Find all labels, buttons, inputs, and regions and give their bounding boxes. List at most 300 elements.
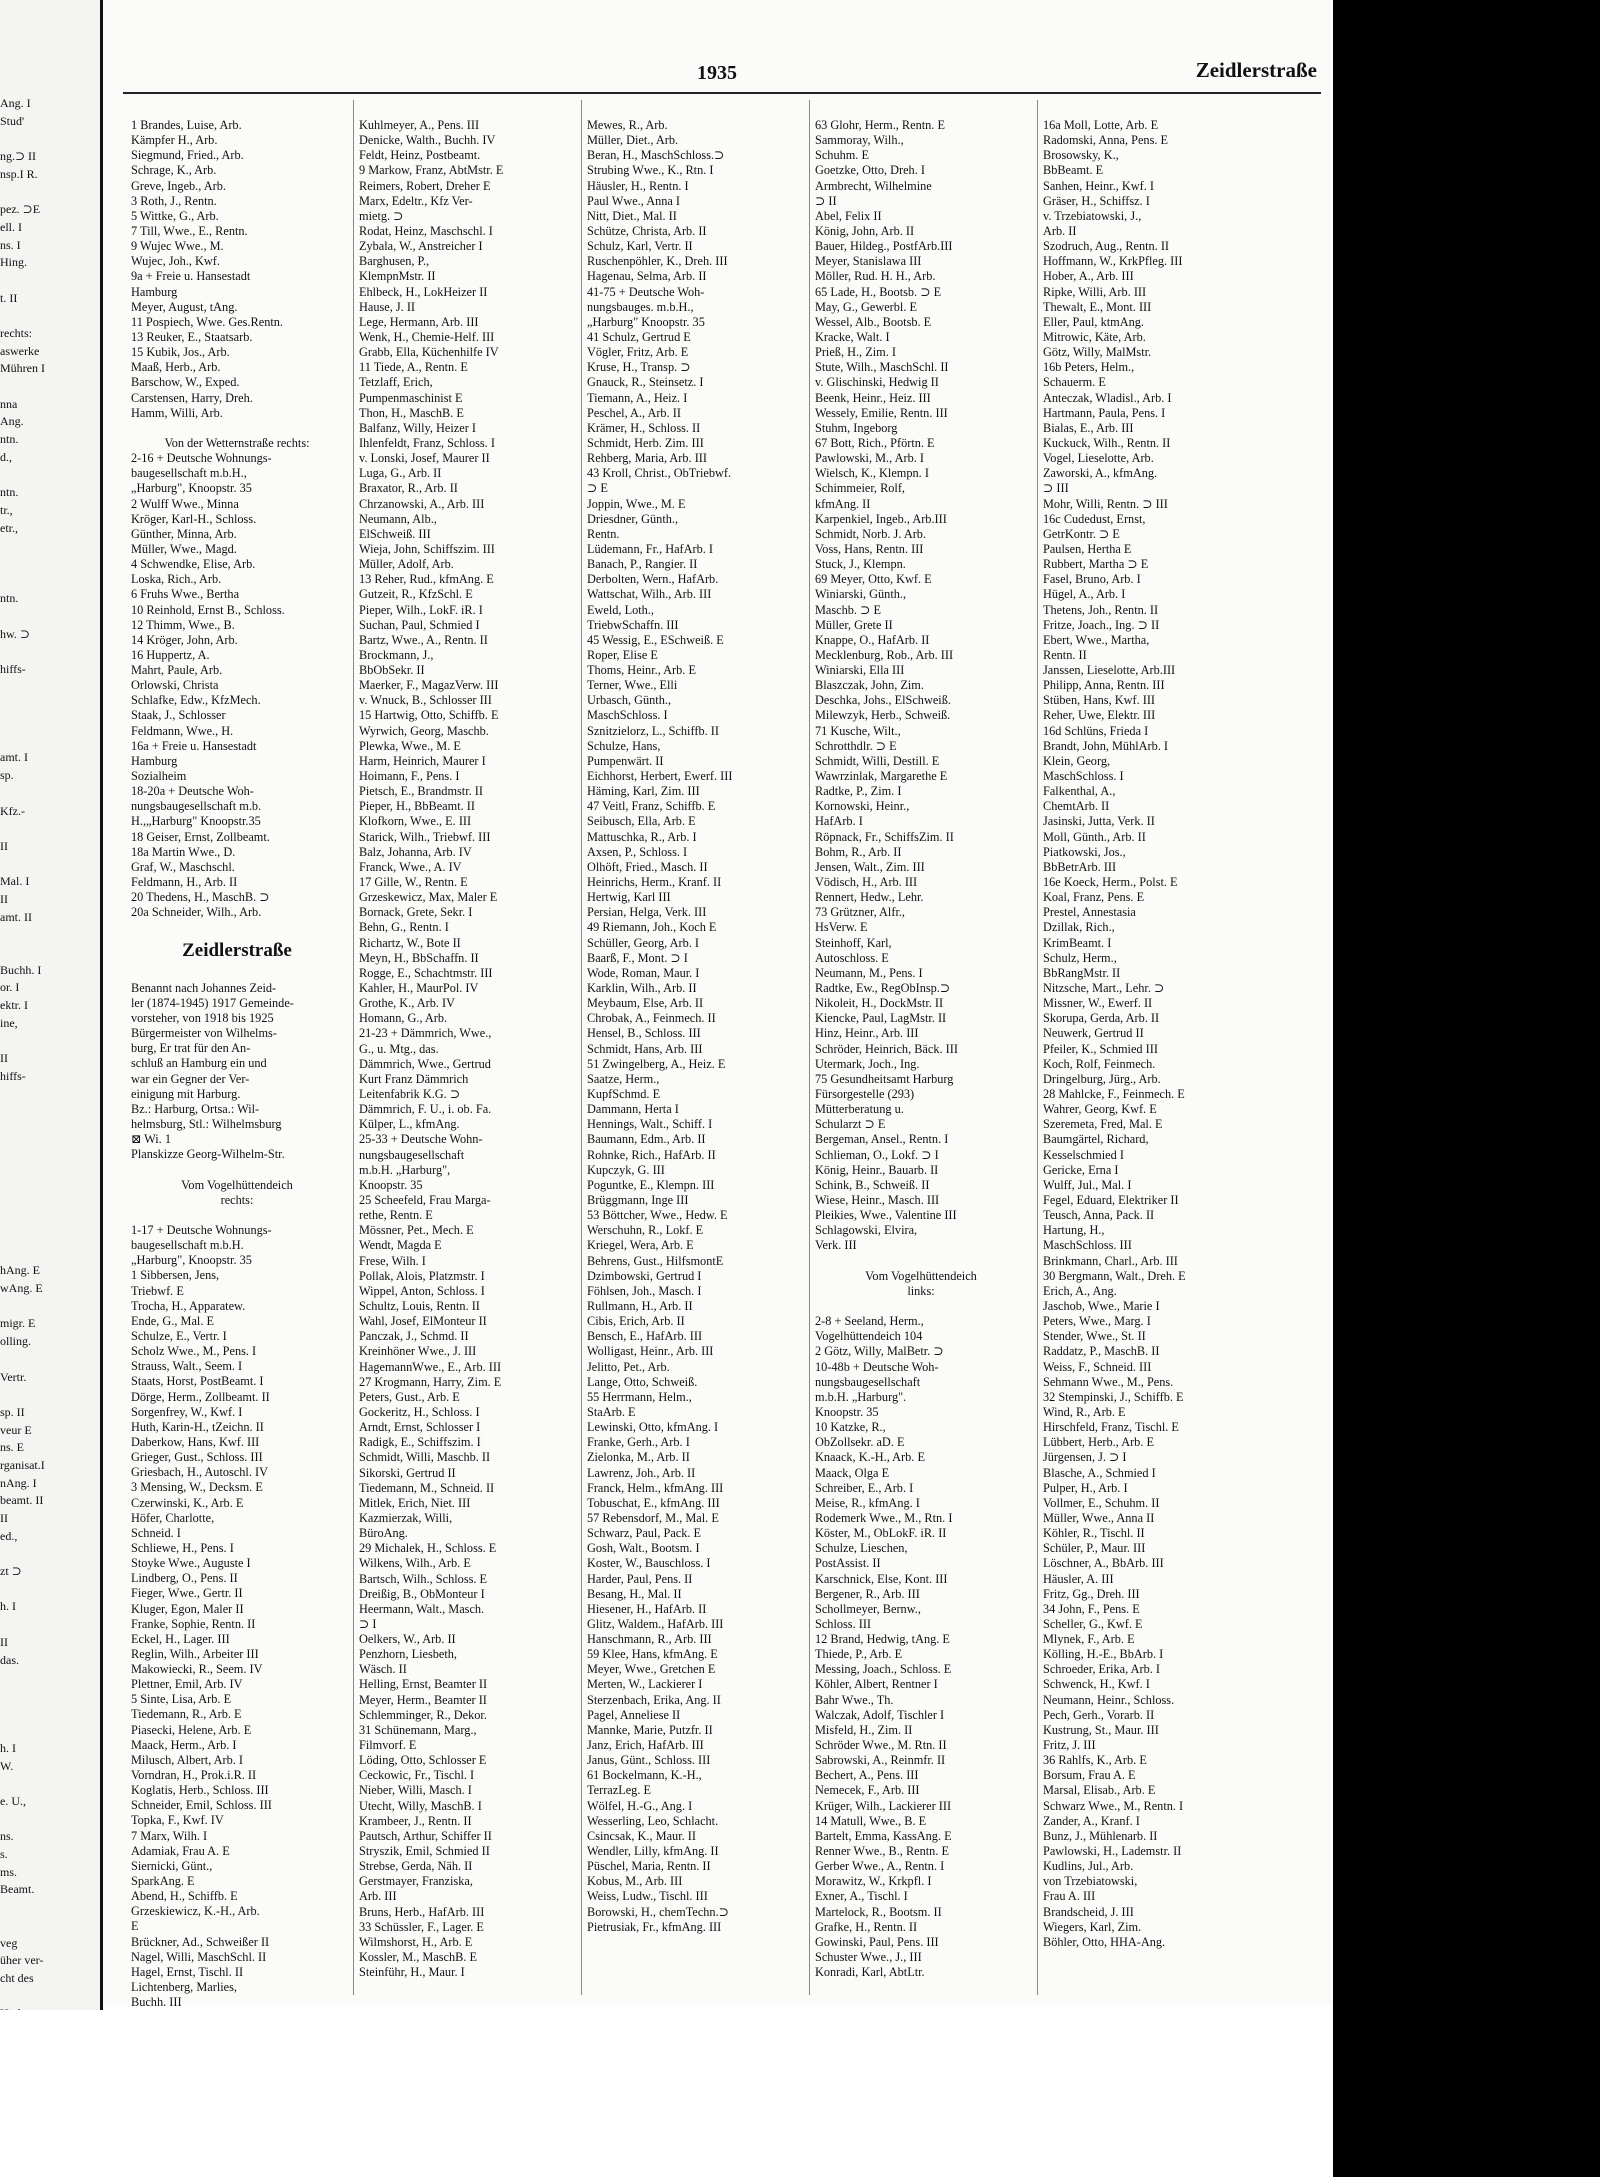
- directory-entry: 55 Herrmann, Helm.,: [587, 1389, 692, 1404]
- left-strip-line: [0, 643, 98, 661]
- directory-entry: Karklin, Wilh., Arb. II: [587, 981, 697, 996]
- directory-entry: Kuhlmeyer, A., Pens. III: [359, 118, 480, 132]
- directory-entry: nungsbaugesellschaft: [359, 1147, 465, 1162]
- directory-entry: Pagel, Anneliese II: [587, 1707, 681, 1722]
- directory-entry: 10-48b + Deutsche Woh-: [815, 1359, 939, 1374]
- directory-entry: 73 Grützner, Alfr.,: [815, 905, 906, 920]
- directory-entry: 13 Reher, Rud., kfmAng. E: [359, 572, 494, 587]
- directory-entry: Mewes, R., Arb.: [587, 118, 668, 132]
- directory-entry: einigung mit Harburg.: [131, 1086, 241, 1101]
- directory-entry: Hause, J. II: [359, 299, 416, 314]
- left-strip-line: [0, 1722, 98, 1740]
- directory-entry: Lewinski, Otto, kfmAng. I: [587, 1420, 719, 1435]
- directory-entry: rethe, Rentn. E: [359, 1208, 433, 1223]
- directory-entry: Ripke, Willi, Arb. III: [1043, 284, 1147, 299]
- directory-entry: Olhöft, Fried., Masch. II: [587, 859, 708, 874]
- directory-entry: Müller, Wwe., Anna II: [1043, 1510, 1155, 1525]
- column-divider: [581, 100, 582, 1995]
- directory-entry: HafArb. I: [815, 814, 863, 829]
- directory-entry: Köhler, R., Tischl. II: [1043, 1526, 1145, 1541]
- directory-entry: Exner, A., Tischl. I: [815, 1889, 908, 1904]
- directory-entry: Schneid. I: [131, 1525, 181, 1540]
- left-strip-line: [0, 1775, 98, 1793]
- directory-entry: Wäsch. II: [359, 1662, 407, 1677]
- directory-entry: Föhlsen, Joh., Masch. I: [587, 1283, 702, 1298]
- directory-entry: Janz, Erich, HafArb. III: [587, 1738, 704, 1753]
- directory-entry: E: [131, 1919, 139, 1934]
- directory-entry: 57 Rebensdorf, M., Mal. E: [587, 1510, 719, 1525]
- directory-entry: Homann, G., Arb.: [359, 1011, 448, 1026]
- directory-entry: Strauss, Walt., Seem. I: [131, 1359, 243, 1374]
- left-strip-line: d.,: [0, 449, 12, 464]
- directory-entry: 69 Meyer, Otto, Kwf. E: [815, 572, 932, 587]
- left-strip-line: hAng. E: [0, 1263, 40, 1278]
- left-strip-line: [0, 696, 98, 714]
- directory-entry: Hennings, Walt., Schiff. I: [587, 1117, 713, 1132]
- directory-entry: 10 Katzke, R.,: [815, 1420, 886, 1435]
- directory-entry: Stute, Wilh., MaschSchl. II: [815, 360, 949, 375]
- directory-entry: Brosowsky, K.,: [1043, 148, 1119, 163]
- directory-entry: Strebse, Gerda, Näh. II: [359, 1859, 473, 1874]
- directory-entry: Brüggmann, Inge III: [587, 1192, 689, 1207]
- directory-entry: Müller, Grete II: [815, 617, 893, 632]
- directory-entry: Bergeman, Ansel., Rentn. I: [815, 1132, 949, 1147]
- directory-entry: 61 Bockelmann, K.-H.,: [587, 1768, 702, 1783]
- directory-entry: Zaworski, A., kfmAng.: [1043, 466, 1158, 481]
- directory-entry: HsVerw. E: [815, 920, 868, 935]
- directory-entry: Milusch, Albert, Arb. I: [131, 1752, 244, 1767]
- directory-entry: Hiesener, H., HafArb. II: [587, 1601, 707, 1616]
- directory-entry: Kesselschmied I: [1043, 1147, 1124, 1162]
- directory-entry: Cibis, Erich, Arb. II: [587, 1314, 685, 1329]
- directory-entry: Strubing Wwe., K., Rtn. I: [587, 163, 714, 178]
- directory-entry: Winiarski, Günth.,: [815, 587, 907, 602]
- directory-entry: 20 Thedens, H., MaschB. ⊃: [131, 890, 270, 905]
- directory-entry: Tiedemann, R., Arb. E: [131, 1707, 242, 1722]
- directory-entry: Armbrecht, Wilhelmine: [815, 178, 932, 193]
- directory-entry: Neuwerk, Gertrud II: [1043, 1026, 1144, 1041]
- directory-entry: Pumpenmaschinist E: [359, 390, 463, 405]
- running-head: Zeidlerstraße: [1195, 58, 1317, 82]
- directory-entry: Kracke, Walt. I: [815, 329, 890, 344]
- directory-entry: Sanhen, Heinr., Kwf. I: [1043, 178, 1154, 193]
- directory-entry: Balfanz, Willy, Heizer I: [359, 420, 476, 435]
- directory-entry: Poguntke, E., Klempn. III: [587, 1177, 715, 1192]
- directory-entry: 1 Sibbersen, Jens,: [131, 1268, 220, 1283]
- left-strip-line: das.: [0, 1652, 19, 1667]
- directory-entry: Behrens, Gust., HilfsmontE: [587, 1253, 724, 1268]
- directory-entry: baugesellschaft m.b.H.,: [131, 466, 247, 481]
- directory-entry: Borsum, Frau A. E: [1043, 1768, 1136, 1783]
- directory-entry: Stüben, Hans, Kwf. III: [1043, 693, 1156, 708]
- directory-entry: Pieper, Wilh., LokF. iR. I: [359, 602, 483, 617]
- left-strip-line: ektr. I: [0, 998, 28, 1013]
- directory-entry: 2-8 + Seeland, Herm.,: [815, 1314, 924, 1329]
- directory-entry: Siernicki, Günt.,: [131, 1858, 213, 1873]
- directory-entry: KupfSchmd. E: [587, 1087, 661, 1101]
- directory-entry: May, G., Gewerbl. E: [815, 299, 917, 314]
- directory-entry: Bartsch, Wilh., Schloss. E: [359, 1571, 488, 1586]
- directory-entry: Marx, Edeltr., Kfz Ver-: [359, 193, 473, 208]
- directory-entry: Csincsak, K., Maur. II: [587, 1828, 696, 1843]
- directory-entry: Knoopstr. 35: [359, 1177, 423, 1192]
- directory-entry: Schauerm. E: [1043, 375, 1106, 390]
- directory-entry: Bz.: Harburg, Ortsa.: Wil-: [131, 1101, 260, 1116]
- directory-entry: 47 Veitl, Franz, Schiffb. E: [587, 799, 716, 814]
- column-1: [131, 118, 343, 2010]
- left-strip-line: amt. II: [0, 909, 32, 924]
- left-strip-line: [0, 785, 98, 803]
- directory-entry: BbBetrArb. III: [1043, 859, 1117, 874]
- directory-entry: 3 Roth, J., Rentn.: [131, 193, 217, 208]
- left-strip-line: [0, 183, 98, 201]
- left-strip-line: [0, 1581, 98, 1599]
- directory-entry: HagemannWwe., E., Arb. III: [359, 1359, 502, 1374]
- directory-entry: Braxator, R., Arb. II: [359, 481, 458, 496]
- directory-entry: Schroeder, Erika, Arb. I: [1043, 1662, 1160, 1677]
- directory-entry: Panczak, J., Schmd. II: [359, 1329, 469, 1344]
- left-strip-line: Hing.: [0, 255, 27, 270]
- directory-entry: Schlemminger, R., Dekor.: [359, 1707, 487, 1722]
- directory-entry: Schneider, Emil, Schloss. III: [131, 1798, 272, 1813]
- directory-entry: Pietrusiak, Fr., kfmAng. III: [587, 1919, 722, 1934]
- left-strip-line: or. I: [0, 980, 20, 995]
- directory-entry: Häusler, A. III: [1043, 1571, 1114, 1586]
- directory-entry: 11 Tiede, A., Rentn. E: [359, 360, 468, 375]
- directory-entry: Wippel, Anton, Schloss. I: [359, 1283, 485, 1298]
- directory-entry: Trocha, H., Apparatew.: [131, 1298, 246, 1313]
- directory-entry: Schwarz, Paul, Pack. E: [587, 1526, 702, 1541]
- directory-entry: nungsbaugesellschaft: [815, 1374, 921, 1389]
- left-strip-line: [0, 820, 98, 838]
- left-strip-line: [0, 1174, 98, 1192]
- directory-entry: Schmidt, Norb. J. Arb.: [815, 526, 927, 541]
- directory-entry: Schwarz Wwe., M., Rentn. I: [1043, 1798, 1184, 1813]
- directory-entry: Stuhm, Ingeborg: [815, 420, 898, 435]
- left-strip-line: [0, 1298, 98, 1316]
- directory-entry: Teusch, Anna, Pack. II: [1043, 1208, 1155, 1223]
- left-strip-line: [0, 1121, 98, 1139]
- directory-entry: Konradi, Karl, AbtLtr.: [815, 1965, 925, 1980]
- directory-entry: TriebwSchaffn. III: [587, 617, 679, 632]
- directory-entry: Mohr, Willi, Rentn. ⊃ III: [1043, 496, 1168, 511]
- left-strip-line: [0, 732, 98, 750]
- left-strip-line: [0, 1687, 98, 1705]
- directory-entry: Wiese, Heinr., Masch. III: [815, 1192, 940, 1207]
- directory-entry: 75 Gesundheitsamt Harburg: [815, 1071, 954, 1086]
- directory-entry: Filmvorf. E: [359, 1738, 417, 1753]
- directory-entry: Helling, Ernst, Beamter II: [359, 1677, 488, 1692]
- directory-entry: Fegel, Eduard, Elektriker II: [1043, 1192, 1179, 1207]
- directory-entry: Ebert, Wwe., Martha,: [1043, 632, 1150, 647]
- directory-entry: Gräser, H., Schiffsz. I: [1043, 193, 1150, 208]
- directory-entry: Hirschfeld, Franz, Tischl. E: [1043, 1420, 1179, 1435]
- left-strip-line: [0, 1917, 98, 1935]
- directory-entry: Schliewe, H., Pens. I: [131, 1540, 234, 1555]
- directory-entry: KrimBeamt. I: [1043, 935, 1112, 950]
- directory-entry: Schröder, Heinrich, Bäck. III: [815, 1041, 958, 1056]
- directory-entry: Kossler, M., MaschB. E: [359, 1950, 478, 1965]
- directory-entry: Koster, W., Bauschloss. I: [587, 1556, 711, 1571]
- left-strip-line: [0, 1811, 98, 1829]
- directory-entry: Mössner, Pet., Mech. E: [359, 1223, 474, 1238]
- directory-entry: Krüger, Wilh., Lackierer III: [815, 1798, 952, 1813]
- directory-entry: 41 Schulz, Gertrud E: [587, 329, 691, 344]
- directory-entry: Rentn. II: [1043, 647, 1087, 662]
- directory-entry: helmsburg, Stl.: Wilhelmsburg: [131, 1117, 282, 1131]
- directory-entry: Grothe, K., Arb. IV: [359, 996, 455, 1011]
- left-strip-line: Ang.: [0, 414, 24, 429]
- left-strip-line: [0, 714, 98, 732]
- directory-entry: Nitt, Diet., Mal. II: [587, 208, 677, 223]
- directory-entry: Vom Vogelhüttendeich: [181, 1177, 293, 1192]
- directory-entry: Penzhorn, Liesbeth,: [359, 1647, 458, 1662]
- directory-entry: Pawlowski, H., Lademstr. II: [1043, 1844, 1182, 1859]
- left-strip-line: [0, 1032, 98, 1050]
- directory-entry: 17 Gille, W., Rentn. E: [359, 875, 468, 890]
- directory-entry: G., u. Mtg., das.: [359, 1041, 439, 1056]
- directory-entry: Pumpenwärt. II: [587, 753, 664, 768]
- directory-entry: Ihlenfeldt, Franz, Schloss. I: [359, 435, 495, 450]
- directory-entry: 16 Huppertz, A.: [131, 647, 210, 662]
- directory-entry: Roper, Elise E: [587, 647, 658, 662]
- directory-entry: Szeremeta, Fred, Mal. E: [1043, 1117, 1163, 1132]
- left-strip-line: [0, 926, 98, 944]
- directory-entry: Wujec, Joh., Kwf.: [131, 254, 220, 269]
- directory-entry: Lange, Otto, Schweiß.: [587, 1374, 698, 1389]
- directory-entry: 1-17 + Deutsche Wohnungs-: [131, 1222, 272, 1237]
- directory-entry: ⊃ E: [587, 481, 608, 496]
- directory-entry: Weiss, F., Schneid. III: [1043, 1359, 1152, 1374]
- directory-entry: Grzeskewicz, Max, Maler E: [359, 890, 498, 905]
- directory-entry: Brockmann, J.,: [359, 647, 434, 662]
- directory-entry: Günther, Minna, Arb.: [131, 526, 237, 541]
- directory-page: [103, 0, 1331, 2010]
- directory-entry: 2-16 + Deutsche Wohnungs-: [131, 451, 272, 466]
- directory-entry: Dzimbowski, Gertrud I: [587, 1268, 702, 1283]
- directory-entry: Dämmrich, F. U., i. ob. Fa.: [359, 1102, 492, 1117]
- directory-entry: Saatze, Herm.,: [587, 1071, 660, 1086]
- directory-entry: 25-33 + Deutsche Wohn-: [359, 1132, 483, 1147]
- directory-entry: Schulz, Herm.,: [1043, 950, 1117, 965]
- left-strip-line: [0, 679, 98, 697]
- directory-entry: Griesbach, H., Autoschl. IV: [131, 1465, 268, 1480]
- directory-entry: 3 Mensing, W., Decksm. E: [131, 1480, 263, 1495]
- left-strip-line: [0, 944, 98, 962]
- directory-entry: Pfeiler, K., Schmied III: [1043, 1041, 1158, 1056]
- directory-entry: Maerker, F., MagazVerw. III: [359, 678, 499, 693]
- directory-entry: Beenk, Heinr., Heiz. III: [815, 390, 931, 405]
- directory-entry: Steinführ, H., Maur. I: [359, 1965, 465, 1980]
- street-heading: Zeidlerstraße: [182, 939, 292, 961]
- directory-entry: Schuhm. E: [815, 148, 869, 163]
- directory-entry: Hamm, Willi, Arb.: [131, 405, 223, 420]
- directory-entry: Knaack, K.-H., Arb. E: [815, 1450, 925, 1465]
- directory-entry: Müller, Diet., Arb.: [587, 133, 679, 148]
- directory-entry: Schollmeyer, Bernw.,: [815, 1601, 921, 1616]
- directory-entry: Schloss. III: [815, 1616, 872, 1631]
- directory-entry: Vödisch, H., Arb. III: [815, 875, 918, 890]
- directory-entry: Steinhoff, Karl,: [815, 935, 892, 950]
- directory-entry: Wyrwich, Georg, Maschb.: [359, 723, 489, 738]
- directory-entry: Lindberg, O., Pens. II: [131, 1571, 238, 1586]
- directory-entry: Schulz, Karl, Vertr. II: [587, 239, 693, 254]
- left-strip-line: ntn.: [0, 591, 19, 606]
- left-strip-line: Ang. I: [0, 96, 31, 110]
- directory-entry: Kröger, Karl-H., Schloss.: [131, 511, 257, 526]
- directory-entry: Kudlins, Jul., Arb.: [1043, 1859, 1134, 1874]
- directory-entry: Nemecek, F., Arb. III: [815, 1783, 920, 1798]
- directory-entry: Meyer, August, tAng.: [131, 299, 238, 314]
- directory-entry: v. Wnuck, B., Schlosser III: [359, 693, 492, 708]
- directory-entry: Wieja, John, Schiffszim. III: [359, 541, 495, 556]
- directory-entry: 71 Kusche, Wilt.,: [815, 723, 901, 738]
- directory-entry: Abel, Felix II: [815, 208, 882, 223]
- directory-entry: v. Trzebiatowski, J.,: [1043, 208, 1142, 223]
- directory-entry: Fritz, Gg., Dreh. III: [1043, 1586, 1140, 1601]
- directory-entry: 5 Sinte, Lisa, Arb. E: [131, 1692, 232, 1707]
- directory-entry: 29 Michalek, H., Schloss. E: [359, 1541, 497, 1556]
- directory-entry: KlempnMstr. II: [359, 269, 436, 284]
- directory-entry: Wilmshorst, H., Arb. E: [359, 1934, 473, 1949]
- directory-entry: 18-20a + Deutsche Woh-: [131, 784, 254, 799]
- left-strip-line: veur E: [0, 1422, 32, 1437]
- directory-entry: Krambeer, J., Rentn. II: [359, 1813, 472, 1828]
- directory-entry: Frau A. III: [1043, 1889, 1096, 1904]
- directory-entry: ⊠ Wi. 1: [131, 1132, 171, 1147]
- directory-entry: Merten, W., Lackierer I: [587, 1677, 703, 1692]
- directory-entry: Derbolten, Wern., HafArb.: [587, 572, 719, 587]
- directory-entry: Knoopstr. 35: [815, 1404, 879, 1419]
- directory-entry: Mlynek, F., Arb. E: [1043, 1632, 1135, 1647]
- directory-entry: GetrKontr. ⊃ E: [1043, 526, 1120, 541]
- directory-entry: Dämmrich, Wwe., Gertrud: [359, 1056, 491, 1071]
- left-strip-line: ns.: [0, 1829, 14, 1844]
- directory-entry: Fasel, Bruno, Arb. I: [1043, 572, 1141, 587]
- directory-entry: Arndt, Ernst, Schlosser I: [359, 1420, 481, 1435]
- directory-entry: Plewka, Wwe., M. E: [359, 738, 461, 753]
- directory-entry: 36 Rahlfs, K., Arb. E: [1043, 1753, 1147, 1768]
- directory-entry: m.b.H. „Harburg".: [815, 1389, 907, 1404]
- directory-entry: Misfeld, H., Zim. II: [815, 1722, 913, 1737]
- directory-entry: Raddatz, P., MaschB. II: [1043, 1344, 1160, 1359]
- header-rule: [123, 92, 1321, 94]
- left-strip-line: Vertr.: [0, 1369, 27, 1384]
- directory-entry: Köster, M., ObLokF. iR. II: [815, 1526, 947, 1541]
- directory-entry: Winiarski, Ella III: [815, 663, 905, 678]
- left-strip-line: beamt. II: [0, 1493, 44, 1508]
- directory-entry: Denicke, Walth., Buchh. IV: [359, 133, 496, 148]
- directory-entry: Balz, Johanna, Arb. IV: [359, 844, 472, 859]
- directory-entry: Czerwinski, K., Arb. E: [131, 1495, 244, 1510]
- directory-entry: Schreiber, E., Arb. I: [815, 1480, 914, 1495]
- directory-entry: Lege, Hermann, Arb. III: [359, 314, 479, 329]
- directory-entry: Zielonka, M., Arb. II: [587, 1450, 690, 1465]
- directory-entry: Götz, Willy, MalMstr.: [1043, 345, 1152, 360]
- directory-entry: Paulsen, Hertha E: [1043, 541, 1132, 556]
- directory-entry: Joppin, Wwe., M. E: [587, 496, 686, 511]
- left-strip-line: Kfz.-: [0, 803, 25, 818]
- left-strip-line: [0, 272, 98, 290]
- directory-entry: 32 Stempinski, J., Schiffb. E: [1043, 1389, 1184, 1404]
- directory-entry: Maschb. ⊃ E: [815, 602, 881, 617]
- left-strip-line: rganisat.I: [0, 1457, 45, 1472]
- directory-entry: Kruse, H., Transp. ⊃: [587, 360, 691, 375]
- directory-entry: Abend, H., Schiffb. E: [131, 1889, 238, 1904]
- directory-entry: Klein, Georg,: [1043, 753, 1111, 768]
- directory-entry: Siegmund, Fried., Arb.: [131, 148, 244, 163]
- directory-entry: 14 Kröger, John, Arb.: [131, 632, 238, 647]
- directory-entry: Külper, L., kfmAng.: [359, 1117, 460, 1132]
- directory-entry: Goetzke, Otto, Dreh. I: [815, 163, 925, 178]
- directory-entry: Werschuhn, R., Lokf. E: [587, 1223, 704, 1238]
- directory-entry: Dammann, Herta I: [587, 1102, 679, 1117]
- left-strip-line: [0, 537, 98, 555]
- directory-entry: Bornack, Grete, Sekr. I: [359, 905, 473, 920]
- directory-entry: Blasche, A., Schmied I: [1043, 1465, 1156, 1480]
- directory-entry: Koglatis, Herb., Schloss. III: [131, 1783, 269, 1798]
- left-strip-line: ng.⊃ II: [0, 149, 37, 164]
- directory-entry: Meyn, H., BbSchaffn. II: [359, 950, 479, 965]
- directory-entry: Wind, R., Arb. E: [1043, 1404, 1126, 1419]
- directory-entry: Chrobak, A., Feinmech. II: [587, 1011, 716, 1026]
- directory-entry: Karpenkiel, Ingeb., Arb.III: [815, 511, 947, 526]
- directory-entry: Wawrzinlak, Margarethe E: [815, 769, 948, 784]
- directory-entry: BbObSekr. II: [359, 663, 425, 678]
- directory-entry: Driesdner, Günth.,: [587, 511, 679, 526]
- directory-entry: ElSchweiß. III: [359, 526, 431, 541]
- directory-entry: BüroAng.: [359, 1526, 408, 1541]
- directory-entry: Kurt Franz Dämmrich: [359, 1071, 469, 1086]
- left-strip-line: nAng. I: [0, 1475, 37, 1490]
- directory-entry: Harder, Paul, Pens. II: [587, 1571, 693, 1586]
- directory-entry: 53 Böttcher, Wwe., Hedw. E: [587, 1208, 728, 1223]
- column-3: [587, 118, 799, 1935]
- directory-entry: Jaschob, Wwe., Marie I: [1043, 1298, 1160, 1313]
- directory-entry: Schröder Wwe., M. Rtn. II: [815, 1738, 947, 1753]
- directory-entry: Rullmann, H., Arb. II: [587, 1298, 693, 1313]
- left-strip-line: [0, 1988, 98, 2006]
- left-strip-line: ns. I: [0, 237, 21, 252]
- left-strip-line: [0, 1139, 98, 1157]
- directory-entry: Gutzeit, R., KfzSchl. E: [359, 587, 473, 602]
- directory-entry: Schularzt ⊃ E: [815, 1117, 886, 1132]
- left-strip-line: Stud': [0, 113, 25, 128]
- left-strip-line: etr.,: [0, 520, 18, 535]
- left-strip-line: II: [0, 838, 8, 853]
- directory-entry: Tiedemann, M., Schneid. II: [359, 1480, 495, 1495]
- directory-entry: 7 Till, Wwe., E., Rentn.: [131, 223, 248, 238]
- directory-entry: Lichtenberg, Marlies,: [131, 1980, 237, 1995]
- directory-entry: Kupczyk, G. III: [587, 1162, 665, 1177]
- directory-entry: „Harburg" Knoopstr. 35: [587, 314, 705, 329]
- directory-entry: Wiegers, Karl, Zim.: [1043, 1919, 1142, 1934]
- directory-entry: Radigk, E., Schiffszim. I: [359, 1435, 481, 1450]
- directory-entry: Püschel, Maria, Rentn. II: [587, 1859, 711, 1874]
- directory-entry: 25 Scheefeld, Frau Marga-: [359, 1192, 491, 1207]
- directory-entry: Rogge, E., Schachtmstr. III: [359, 965, 493, 980]
- directory-entry: Peters, Gust., Arb. E: [359, 1389, 460, 1404]
- directory-entry: Grieger, Gust., Schloss. III: [131, 1450, 263, 1465]
- directory-entry: Barschow, W., Exped.: [131, 375, 240, 390]
- directory-entry: 49 Riemann, Joh., Koch E: [587, 920, 717, 935]
- directory-entry: Koch, Rolf, Feinmech.: [1043, 1056, 1156, 1071]
- directory-entry: Bürgermeister von Wilhelms-: [131, 1026, 277, 1041]
- directory-entry: Fieger, Wwe., Gertr. II: [131, 1586, 243, 1601]
- directory-entry: Hagel, Ernst, Tischl. II: [131, 1964, 244, 1979]
- directory-entry: Rehberg, Maria, Arb. III: [587, 451, 707, 466]
- column-4: [815, 118, 1027, 1980]
